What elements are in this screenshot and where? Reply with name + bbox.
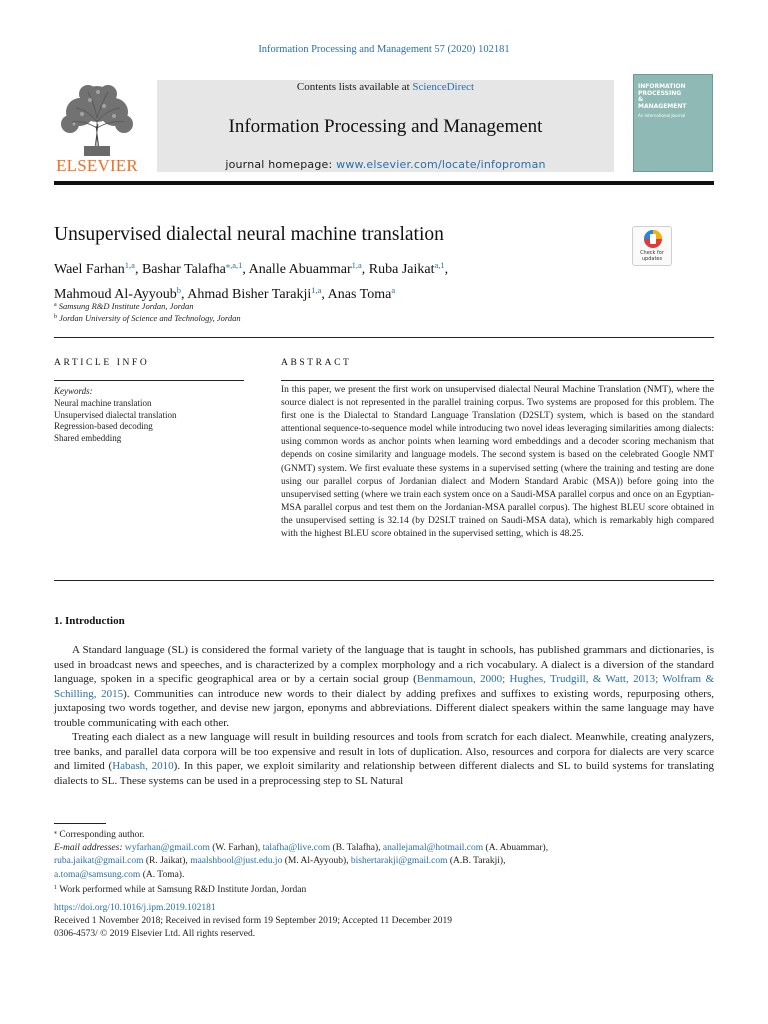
affiliation xyxy=(54,313,241,323)
divider xyxy=(54,337,714,338)
citation-link[interactable]: Benmamoun, 2000; Hughes, Trudgill, & Watt, 2013; Wolfram & Schilling, 2015 xyxy=(54,673,715,700)
keyword-item: Regression-based decoding xyxy=(54,421,153,432)
email-link[interactable]: a.toma@samsung.com xyxy=(54,869,141,880)
cover-title xyxy=(638,84,708,110)
keywords-block xyxy=(54,386,254,445)
email-owner: (R. Jaikat), xyxy=(143,856,191,867)
keyword-item: Neural machine translation xyxy=(54,397,152,408)
email-owner: (B. Talafha), xyxy=(330,843,383,854)
affiliation-text: Samsung R&D Institute Jordan, Jordan xyxy=(58,301,194,311)
paragraph xyxy=(54,643,714,731)
author-name[interactable]: Analle Abuammar xyxy=(248,262,352,277)
text-run: ). Communities can introduce new words to their dialect by adding prefixes and suffixes to existing words, repurposing others, juxtaposing two words together, and devise new jargon, eponyms and abbreviations. Different dialect speakers within the same language may have trouble communicating with each other. xyxy=(54,687,714,729)
author-name[interactable]: Wael Farhan xyxy=(54,262,125,277)
received-dates: Received 1 November 2018; Received in revised form 19 September 2019; Accepted 11 December 2019 xyxy=(54,916,452,927)
homepage-prefix: journal homepage: xyxy=(225,158,337,171)
email-owner: (A.B. Tarakji), xyxy=(447,856,506,867)
email-link[interactable]: maalshbool@just.edu.jo xyxy=(190,856,283,867)
abstract-heading: ABSTRACT xyxy=(281,358,352,368)
author-sup[interactable]: a xyxy=(391,285,396,295)
homepage-link[interactable]: www.elsevier.com/locate/infoproman xyxy=(336,158,546,171)
doi-link[interactable]: https://doi.org/10.1016/j.ipm.2019.102181 xyxy=(54,903,216,913)
email-link[interactable]: ruba.jaikat@gmail.com xyxy=(54,856,144,867)
article-info-heading: ARTICLE INFO xyxy=(54,358,150,368)
author-sup[interactable]: a,1 xyxy=(434,260,445,270)
check-label-line1: Check for xyxy=(640,250,664,256)
author-sup[interactable]: 1,a xyxy=(351,260,362,270)
email-addresses xyxy=(54,842,714,882)
email-link[interactable]: wyfarhan@gmail.com xyxy=(124,843,210,854)
author-sup[interactable]: b xyxy=(176,285,182,295)
section-heading-introduction: 1. Introduction xyxy=(54,615,125,627)
email-link[interactable]: bishertarakji@gmail.com xyxy=(350,856,448,867)
affiliation-sup: a xyxy=(54,302,57,308)
journal-title: Information Processing and Management xyxy=(228,116,543,137)
affiliation-sup: b xyxy=(54,314,57,320)
corresponding-text: Corresponding author. xyxy=(59,830,145,840)
cover-subtitle: An International Journal xyxy=(638,113,686,118)
author-name[interactable]: Ruba Jaikat xyxy=(368,262,435,277)
journal-reference[interactable]: Information Processing and Management 57 (2020) 102181 xyxy=(258,44,510,55)
sciencedirect-link[interactable]: ScienceDirect xyxy=(412,81,475,93)
corresponding-mark: ⁎ xyxy=(54,830,57,836)
corresponding-author-note xyxy=(54,827,714,842)
divider xyxy=(54,580,714,581)
author-name[interactable]: Ahmad Bisher Tarakji xyxy=(187,287,312,302)
affiliation-text: Jordan University of Science and Technology, Jordan xyxy=(59,313,241,323)
abstract-text: In this paper, we present the first work on unsupervised dialectal Neural Machine Translation (NMT), where the source dialect is not represented in the parallel training corpus. Two systems are proposed for this problem. The first one is the Dialectal to Standard Language Translation (D2SLT) system, which is based on the standard attentional sequence-to-sequence model while introducing two novel ideas leveraging similarities among dialects: using common words as anchor points when learning word embeddings and a decoder scoring mechanism that depends on cosine similarity and language models. The second system is based on the celebrated Google NMT (GNMT) system. We first evaluate these systems in a supervised setting (where the training and testing are done using our parallel corpus of Jordanian dialect and Modern Standard Arabic (MSA)) before going into the unsupervised setting (where we train each system once on a Saudi-MSA parallel corpus and once on an Egyptian-MSA parallel corpus and test them on the Jordanian-MSA parallel corpus). The highest BLEU score obtained in the unsupervised setting is 32.14 (by D2SLT trained on Saudi-MSA data), which is remarkably high compared with the highest BLEU score obtained in the supervised setting, which is 48.25. xyxy=(281,385,714,540)
copyright: 0306-4573/ © 2019 Elsevier Ltd. All rights reserved. xyxy=(54,929,256,940)
check-label-line2: updates xyxy=(641,255,663,262)
author-line: Wael Farhan$^{1,a}$, Bashar Talafha$^{⁎,a,1}$, Analle Abuammar$^{1,a}$, Ruba Jaikat$^{a,1}$, xyxy=(54,260,449,277)
paragraph xyxy=(54,730,714,788)
email-link[interactable]: anallejamal@hotmail.com xyxy=(382,843,484,854)
publication-info xyxy=(54,902,714,942)
email-link[interactable]: talafha@live.com xyxy=(262,843,331,854)
author-name[interactable]: Anas Toma xyxy=(327,287,392,302)
author-sup[interactable]: ⁎,a,1 xyxy=(225,260,243,270)
text-run: A Standard language (SL) is considered the formal variety of the language that is taught in schools, has published grammars and dictionaries, is used in broadcast news and speeches, and is characterized by a complex morphology and a rich vocabulary. A dialect is a diversion of the standard language, spoken in a specific geographical area or by a certain social group ( xyxy=(54,644,714,686)
contents-line xyxy=(157,81,614,93)
affiliation xyxy=(54,301,193,311)
email-owner: (M. Al-Ayyoub), xyxy=(282,856,351,867)
keyword-item: Shared embedding xyxy=(54,433,122,444)
keyword-item: Unsupervised dialectal translation xyxy=(54,409,177,420)
cover-title-line: & xyxy=(638,96,644,103)
text-run: Treating each dialect as a new language will result in building resources and tools from scratch for each dialect. Meanwhile, creating analyzers, tree banks, and parallel data corpora will be too expensive and result in lots of duplication. Also, resources and corpora for dialects are very scarce and limited ( xyxy=(54,731,714,773)
paragraph-text xyxy=(54,643,714,731)
crossmark-icon xyxy=(633,227,673,251)
publisher-logo-text: ELSEVIER xyxy=(56,156,138,175)
footnotes xyxy=(54,827,714,897)
footnote-1 xyxy=(54,882,714,897)
email-owner: (W. Farhan), xyxy=(209,843,263,854)
author-line: Mahmoud Al-Ayyoub$^b$, Ahmad Bisher Tarakji$^{1,a}$, Anas Toma$^a$ xyxy=(54,285,396,302)
author-list xyxy=(54,255,654,305)
article-info-divider xyxy=(54,380,244,381)
journal-homepage xyxy=(157,158,614,171)
keywords-label: Keywords: xyxy=(54,386,93,396)
author-name[interactable]: Bashar Talafha xyxy=(141,262,226,277)
footnote-divider xyxy=(54,823,106,824)
paragraph-text xyxy=(54,730,714,788)
author-name[interactable]: Mahmoud Al-Ayyoub xyxy=(54,287,177,302)
citation-link[interactable]: Habash, 2010 xyxy=(112,760,174,773)
author-sup[interactable]: 1,a xyxy=(124,260,135,270)
cover-title-line: INFORMATION xyxy=(638,83,686,90)
header-divider xyxy=(54,181,714,185)
email-label: E-mail addresses: xyxy=(54,843,125,854)
footnote-text: Work performed while at Samsung R&D Institute Jordan, Jordan xyxy=(59,884,307,895)
email-owner: (A. Toma). xyxy=(140,869,185,880)
cover-title-line: MANAGEMENT xyxy=(638,102,687,110)
cover-title-line: PROCESSING xyxy=(638,89,682,97)
email-owner: (A. Abuammar), xyxy=(483,843,549,854)
contents-prefix: Contents lists available at xyxy=(296,81,413,93)
author-sup[interactable]: 1,a xyxy=(311,285,322,295)
paper-title: Unsupervised dialectal neural machine translation xyxy=(54,224,444,245)
footnote-mark: 1 xyxy=(54,884,57,891)
abstract-divider xyxy=(281,380,714,381)
text-run: ). In this paper, we exploit similarity and relationship between different dialects and SL to build systems for translating dialects to SL. These systems can be used in a preprocessing step to SL Natural xyxy=(54,760,714,787)
